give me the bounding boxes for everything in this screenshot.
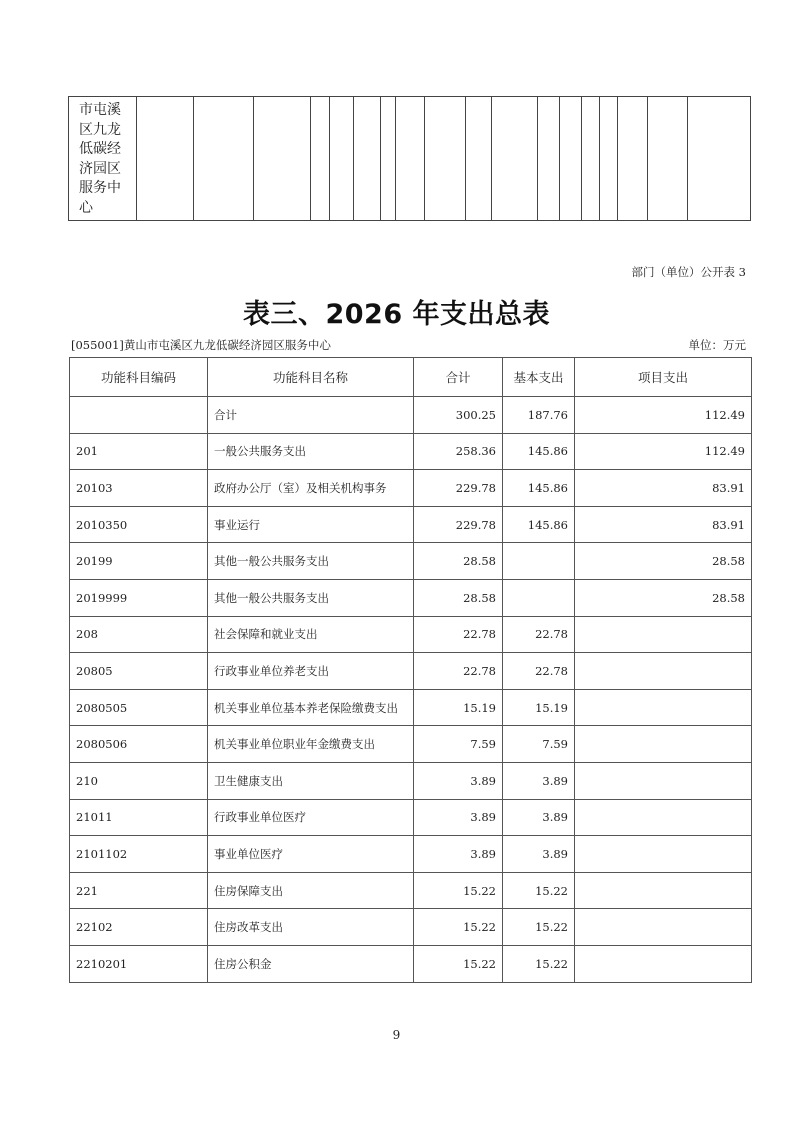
cell-basic: 15.22: [503, 945, 575, 982]
column-divider: [581, 97, 582, 220]
cell-name: 其他一般公共服务支出: [208, 543, 414, 580]
cell-project: [575, 872, 752, 909]
cell-name: 卫生健康支出: [208, 762, 414, 799]
cell-name: 机关事业单位职业年金缴费支出: [208, 726, 414, 763]
org-name-line: 服务中: [79, 180, 121, 196]
cell-code: 2080505: [70, 689, 208, 726]
cell-basic: 15.19: [503, 689, 575, 726]
cell-code: 210: [70, 762, 208, 799]
cell-project: 28.58: [575, 579, 752, 616]
cell-basic: 22.78: [503, 653, 575, 690]
cell-project: [575, 945, 752, 982]
cell-project: [575, 836, 752, 873]
cell-total: 22.78: [414, 616, 503, 653]
cell-name: 住房公积金: [208, 945, 414, 982]
column-divider: [647, 97, 648, 220]
org-name-line: 区九龙: [79, 121, 121, 138]
table-row: [70, 836, 752, 873]
table-header-row: [70, 358, 752, 397]
org-name-line: 低碳经: [79, 141, 121, 157]
column-divider: [465, 97, 466, 220]
cell-total: 3.89: [414, 836, 503, 873]
cell-total: 28.58: [414, 579, 503, 616]
cell-basic: 22.78: [503, 616, 575, 653]
cell-code: 2080506: [70, 726, 208, 763]
cell-code: 2101102: [70, 836, 208, 873]
continued-table-fragment: [68, 96, 751, 221]
cell-project: [575, 762, 752, 799]
table-row: [70, 762, 752, 799]
table-row: [70, 689, 752, 726]
form-label: 部门（单位）公开表 3: [631, 265, 746, 279]
cell-project: 28.58: [575, 543, 752, 580]
cell-code: 2210201: [70, 945, 208, 982]
continued-org-name: [79, 101, 139, 218]
column-divider: [253, 97, 254, 220]
header-basic: 基本支出: [503, 358, 575, 397]
org-name-line: 市屯溪: [79, 102, 121, 118]
cell-basic: 145.86: [503, 470, 575, 507]
table-row: [70, 579, 752, 616]
cell-code: 201: [70, 433, 208, 470]
cell-project: [575, 799, 752, 836]
table-body: [70, 397, 752, 983]
cell-basic: 145.86: [503, 433, 575, 470]
cell-name: 合计: [208, 397, 414, 434]
table-row: [70, 945, 752, 982]
cell-code: 20805: [70, 653, 208, 690]
table-row: [70, 909, 752, 946]
page-number: 9: [392, 1028, 401, 1042]
cell-code: 2010350: [70, 506, 208, 543]
column-divider: [687, 97, 688, 220]
header-code: 功能科目编码: [70, 358, 208, 397]
cell-basic: 15.22: [503, 909, 575, 946]
column-divider: [380, 97, 381, 220]
cell-project: 83.91: [575, 506, 752, 543]
header-name: 功能科目名称: [208, 358, 414, 397]
column-divider: [424, 97, 425, 220]
cell-name: 其他一般公共服务支出: [208, 579, 414, 616]
column-divider: [136, 97, 137, 220]
cell-project: [575, 726, 752, 763]
cell-project: [575, 616, 752, 653]
org-name-line: 心: [79, 199, 93, 216]
cell-code: 2019999: [70, 579, 208, 616]
table-row: [70, 872, 752, 909]
expenditure-table: [69, 357, 752, 983]
cell-basic: 3.89: [503, 762, 575, 799]
cell-name: 一般公共服务支出: [208, 433, 414, 470]
table-row: [70, 616, 752, 653]
column-divider: [599, 97, 600, 220]
cell-code: 22102: [70, 909, 208, 946]
cell-project: 112.49: [575, 433, 752, 470]
table-row: [70, 543, 752, 580]
table-row: [70, 799, 752, 836]
cell-total: 229.78: [414, 470, 503, 507]
cell-name: 社会保障和就业支出: [208, 616, 414, 653]
cell-total: 15.22: [414, 909, 503, 946]
cell-name: 行政事业单位医疗: [208, 799, 414, 836]
cell-basic: 145.86: [503, 506, 575, 543]
table-row: [70, 653, 752, 690]
cell-total: 229.78: [414, 506, 503, 543]
cell-code: 221: [70, 872, 208, 909]
column-divider: [329, 97, 330, 220]
cell-basic: [503, 579, 575, 616]
cell-code: 208: [70, 616, 208, 653]
table-row: [70, 726, 752, 763]
cell-basic: 3.89: [503, 836, 575, 873]
cell-total: 22.78: [414, 653, 503, 690]
cell-total: 15.19: [414, 689, 503, 726]
cell-basic: 15.22: [503, 872, 575, 909]
cell-code: 20199: [70, 543, 208, 580]
cell-name: 住房保障支出: [208, 872, 414, 909]
column-divider: [395, 97, 396, 220]
cell-total: 3.89: [414, 762, 503, 799]
header-total: 合计: [414, 358, 503, 397]
column-divider: [559, 97, 560, 220]
cell-total: 258.36: [414, 433, 503, 470]
cell-code: [70, 397, 208, 434]
column-divider: [617, 97, 618, 220]
cell-total: 15.22: [414, 945, 503, 982]
cell-basic: [503, 543, 575, 580]
cell-total: 300.25: [414, 397, 503, 434]
cell-name: 事业单位医疗: [208, 836, 414, 873]
table-row: [70, 433, 752, 470]
column-divider: [353, 97, 354, 220]
organization-line: [055001]黄山市屯溪区九龙低碳经济园区服务中心: [71, 338, 331, 352]
org-name-line: 济园区: [79, 160, 121, 177]
column-divider: [491, 97, 492, 220]
table-row: [70, 397, 752, 434]
cell-name: 机关事业单位基本养老保险缴费支出: [208, 689, 414, 726]
cell-name: 政府办公厅（室）及相关机构事务: [208, 470, 414, 507]
column-divider: [537, 97, 538, 220]
cell-name: 住房改革支出: [208, 909, 414, 946]
cell-project: 112.49: [575, 397, 752, 434]
column-divider: [310, 97, 311, 220]
cell-project: 83.91: [575, 470, 752, 507]
cell-project: [575, 909, 752, 946]
cell-code: 20103: [70, 470, 208, 507]
cell-basic: 7.59: [503, 726, 575, 763]
page-title: 表三、2026 年支出总表: [242, 299, 551, 330]
cell-name: 事业运行: [208, 506, 414, 543]
cell-project: [575, 689, 752, 726]
cell-total: 15.22: [414, 872, 503, 909]
cell-project: [575, 653, 752, 690]
header-project: 项目支出: [575, 358, 752, 397]
column-divider: [193, 97, 194, 220]
cell-code: 21011: [70, 799, 208, 836]
table-row: [70, 506, 752, 543]
cell-total: 7.59: [414, 726, 503, 763]
table-row: [70, 470, 752, 507]
unit-label: 单位：万元: [688, 338, 746, 352]
cell-total: 3.89: [414, 799, 503, 836]
cell-name: 行政事业单位养老支出: [208, 653, 414, 690]
cell-basic: 3.89: [503, 799, 575, 836]
cell-basic: 187.76: [503, 397, 575, 434]
cell-total: 28.58: [414, 543, 503, 580]
